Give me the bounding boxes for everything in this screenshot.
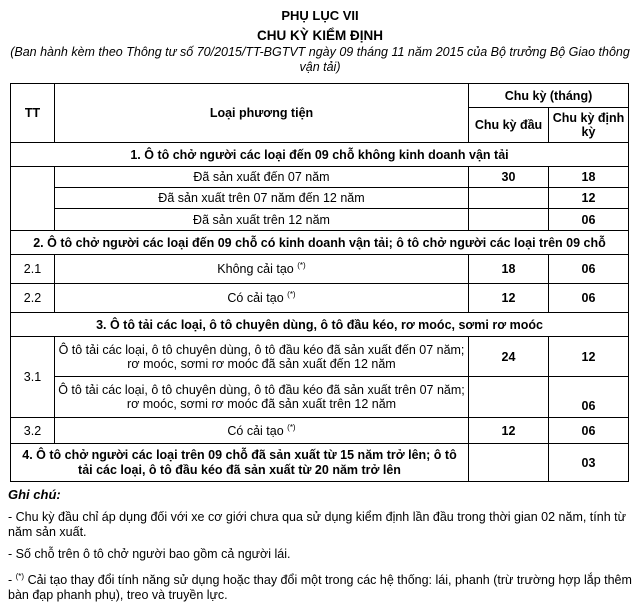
- table-row: [11, 188, 629, 209]
- notes-section: [8, 487, 632, 610]
- row-first-value: [469, 209, 549, 231]
- notes-title: Ghi chú:: [8, 487, 61, 502]
- row-periodic-value: 06: [549, 418, 629, 444]
- inspection-cycle-table: [10, 83, 629, 482]
- header-vehicle-type: Loại phương tiện: [55, 84, 469, 143]
- row-label: [55, 418, 469, 444]
- table-row: [11, 284, 629, 313]
- row-first-value: [469, 377, 549, 418]
- section-1-title: 1. Ô tô chở người các loại đến 09 chỗ không kinh doanh vận tải: [11, 143, 629, 167]
- row-periodic-value: 18: [549, 167, 629, 188]
- row-first-value: 30: [469, 167, 549, 188]
- row-tt: 3.2: [11, 418, 55, 444]
- table-header-row: [11, 84, 629, 108]
- footnote-marker: (*): [15, 572, 25, 581]
- row-label: [55, 284, 469, 313]
- row-label: [55, 255, 469, 284]
- row-periodic-value: 12: [549, 188, 629, 209]
- table-row: [11, 209, 629, 231]
- table-row: [11, 167, 629, 188]
- section-3-row: [11, 313, 629, 337]
- section-1-tt-cell: [11, 167, 55, 231]
- row-first-value: [469, 188, 549, 209]
- note-prefix: -: [8, 573, 16, 588]
- section-3-title: 3. Ô tô tải các loại, ô tô chuyên dùng, ô tô đầu kéo, rơ moóc, sơmi rơ moóc: [11, 313, 629, 337]
- row-tt: 2.2: [11, 284, 55, 313]
- row-label: Ô tô tải các loại, ô tô chuyên dùng, ô tô đầu kéo đã sản xuất trên 07 năm; rơ moóc, sơmi rơ moóc đã sản xuất trên 12 năm: [55, 377, 469, 418]
- table-row: [11, 377, 629, 418]
- document-title: CHU KỲ KIỂM ĐỊNH: [256, 28, 383, 43]
- section-2-title: 2. Ô tô chở người các loại đến 09 chỗ có kinh doanh vận tải; ô tô chở người các loại trên 09 chỗ: [11, 231, 629, 255]
- section-4-periodic-value: 03: [549, 444, 629, 482]
- section-1-row: [11, 143, 629, 167]
- document-subtitle: (Ban hành kèm theo Thông tư số 70/2015/TT-BGTVT ngày 09 tháng 11 năm 2015 của Bộ trưởng Bộ Giao thông vận tải): [10, 45, 630, 74]
- note-text: Cải tạo thay đổi tính năng sử dụng hoặc thay đổi một trong các hệ thống: lái, phanh (trừ trường hợp lắp thêm bàn đạp phanh phụ), treo và truyền lực.: [8, 573, 632, 603]
- note-item: - Số chỗ trên ô tô chở người bao gồm cả người lái.: [8, 547, 291, 561]
- row-first-value: 24: [469, 337, 549, 377]
- section-4-row: [11, 444, 629, 482]
- row-label-text: Có cải tạo: [227, 291, 284, 306]
- row-label: Đã sản xuất đến 07 năm: [55, 167, 469, 188]
- row-periodic-value: 06: [549, 377, 629, 418]
- note-item: [8, 569, 632, 603]
- section-4-first-value: [469, 444, 549, 482]
- appendix-heading: PHỤ LỤC VII: [281, 8, 359, 23]
- header-first-cycle: Chu kỳ đầu: [469, 108, 549, 143]
- row-periodic-value: 06: [549, 209, 629, 231]
- row-first-value: 12: [469, 284, 549, 313]
- row-label-text: Không cải tạo: [217, 262, 294, 277]
- row-periodic-value: 06: [549, 284, 629, 313]
- row-label: Đã sản xuất trên 12 năm: [55, 209, 469, 231]
- note-item: - Chu kỳ đầu chỉ áp dụng đối với xe cơ giới chưa qua sử dụng kiểm định lần đầu trong thời gian 02 năm, tính từ năm sản xuất.: [8, 510, 626, 539]
- header-tt: TT: [11, 84, 55, 143]
- row-first-value: 18: [469, 255, 549, 284]
- header-periodic-cycle: Chu kỳ định kỳ: [549, 108, 629, 143]
- row-label: Đã sản xuất trên 07 năm đến 12 năm: [55, 188, 469, 209]
- table-row: [11, 418, 629, 444]
- row-label-text: Có cải tạo: [227, 424, 284, 439]
- footnote-marker: (*): [287, 422, 296, 432]
- footnote-marker: (*): [287, 290, 296, 300]
- row-tt: 2.1: [11, 255, 55, 284]
- table-row: [11, 255, 629, 284]
- row-tt: 3.1: [11, 337, 55, 418]
- footnote-marker: (*): [297, 261, 306, 271]
- header-cycle-months: Chu kỳ (tháng): [469, 84, 629, 108]
- row-periodic-value: 06: [549, 255, 629, 284]
- section-2-row: [11, 231, 629, 255]
- row-first-value: 12: [469, 418, 549, 444]
- section-4-title: 4. Ô tô chở người các loại trên 09 chỗ đã sản xuất từ 15 năm trở lên; ô tô tải các loại, ô tô đầu kéo đã sản xuất từ 20 năm trở lên: [11, 444, 469, 482]
- row-label: Ô tô tải các loại, ô tô chuyên dùng, ô tô đầu kéo đã sản xuất đến 07 năm; rơ moóc, sơmi rơ moóc đã sản xuất đến 12 năm: [55, 337, 469, 377]
- table-row: [11, 337, 629, 377]
- row-periodic-value: 12: [549, 337, 629, 377]
